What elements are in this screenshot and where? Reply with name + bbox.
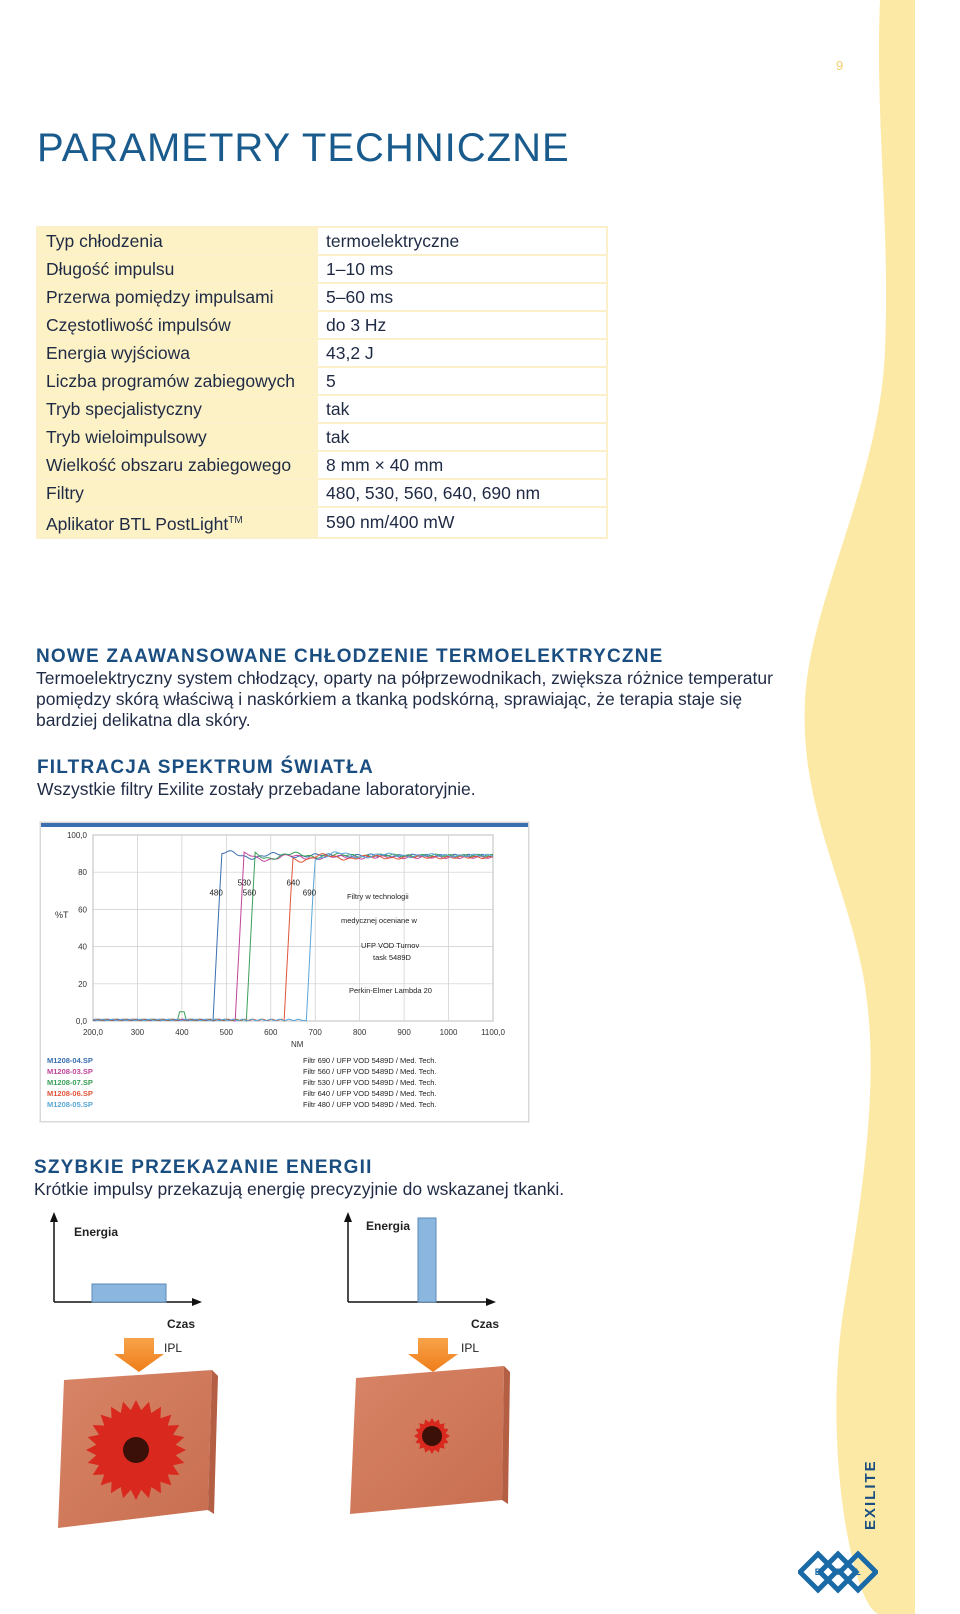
spec-value: 590 nm/400 mW [317, 507, 607, 538]
y-tick-label: 60 [78, 905, 87, 915]
spec-key-text: Długość impulsu [46, 259, 175, 279]
legend-entry: M1208-06.SP [47, 1089, 93, 1098]
series-label: 690 [302, 888, 317, 898]
spec-row [37, 227, 607, 255]
spec-key-text: Tryb specjalistyczny [46, 399, 202, 419]
legend-filter-entry: Filtr 530 / UFP VOD 5489D / Med. Tech. [303, 1078, 437, 1087]
spec-value: 43,2 J [317, 339, 607, 367]
trademark-sup: TM [228, 515, 243, 526]
x-tick-label: 400 [175, 1028, 189, 1037]
spec-value: 480, 530, 560, 640, 690 nm [317, 479, 607, 507]
spec-key-text: Filtry [46, 483, 84, 503]
y-axis-label: %T [55, 910, 69, 920]
x-tick-label: 500 [219, 1028, 234, 1037]
filter-spectrum-chart [40, 822, 529, 1122]
spec-key [37, 423, 317, 451]
chart-top-bar [41, 823, 528, 827]
spec-key-text: Aplikator BTL PostLight [46, 513, 229, 534]
page-number: 9 [836, 58, 844, 73]
spec-key-text: Energia wyjściowa [46, 343, 190, 363]
spec-key [37, 227, 317, 255]
spec-key-text: Typ chłodzenia [46, 231, 163, 251]
chart-annotation-line: medycznej oceniane w [341, 916, 417, 925]
spec-row [37, 311, 607, 339]
spec-row [37, 479, 607, 507]
series-label: 640 [286, 878, 300, 888]
spec-key-text: Wielkość obszaru zabiegowego [46, 455, 292, 475]
series-label: 480 [209, 888, 223, 898]
arrow-down-icon-2 [408, 1338, 458, 1372]
energy-axis-label: Energia [74, 1225, 119, 1239]
spec-value: 5 [317, 367, 607, 395]
pulse-comparison-diagram [36, 1210, 596, 1570]
spec-value: do 3 Hz [317, 311, 607, 339]
spec-row [37, 367, 607, 395]
energy-text: Krótkie impulsy przekazują energię precyzyjnie do wskazanej tkanki. [34, 1179, 565, 1199]
x-tick-label: 700 [308, 1028, 322, 1037]
legend-filter-entry: Filtr 640 / UFP VOD 5489D / Med. Tech. [303, 1089, 437, 1098]
spec-key [37, 283, 317, 311]
legend-entry: M1208-07.SP [47, 1078, 93, 1087]
legend-entry: M1208-04.SP [47, 1056, 93, 1065]
short-pulse-diagram [344, 1212, 510, 1514]
spec-value: tak [317, 395, 607, 423]
series-label: 530 [237, 878, 252, 888]
spec-key [37, 479, 317, 507]
narrow-heat-spot [414, 1418, 450, 1454]
y-tick-label: 100,0 [66, 831, 87, 840]
cooling-heading: NOWE ZAAWANSOWANE CHŁODZENIE TERMOELEKTRYCZNE [36, 646, 664, 667]
x-tick-label: 800 [352, 1028, 367, 1037]
svg-text:L: L [855, 1567, 861, 1577]
x-tick-label: 600 [264, 1028, 278, 1037]
cooling-text: Termoelektryczny system chłodzący, oparty na półprzewodnikach, zwiększa różnice temperatur pomiędzy skórą właściwą i naskórkiem a tkanką podskórną, sprawiając, że terapia staje się bardziej delikatna dla skóry. [36, 668, 773, 730]
long-pulse-diagram [50, 1212, 218, 1528]
legend-entry: M1208-03.SP [47, 1067, 93, 1076]
spec-key [37, 367, 317, 395]
y-tick-label: 40 [78, 942, 87, 952]
spec-key-text: Przerwa pomiędzy impulsami [46, 287, 274, 307]
spec-key [37, 395, 317, 423]
legend-filter-entry: Filtr 560 / UFP VOD 5489D / Med. Tech. [303, 1067, 437, 1076]
page-title: PARAMETRY TECHNICZNE [37, 126, 570, 170]
spec-row [37, 339, 607, 367]
wide-heat-spot [86, 1400, 186, 1500]
spec-value: tak [317, 423, 607, 451]
spec-key [37, 339, 317, 367]
energy-heading: SZYBKIE PRZEKAZANIE ENERGII [34, 1157, 373, 1178]
series-label: 560 [242, 888, 257, 898]
legend-entry: M1208-05.SP [47, 1100, 93, 1109]
spec-key [37, 255, 317, 283]
filtering-text: Wszystkie filtry Exilite zostały przebadane laboratoryjnie. [37, 779, 476, 799]
spec-row [37, 451, 607, 479]
spec-key-text: Tryb wieloimpulsowy [46, 427, 207, 447]
svg-text:B: B [814, 1567, 822, 1577]
spec-key-text: Częstotliwość impulsów [46, 315, 231, 335]
y-tick-label: 80 [78, 868, 87, 878]
x-tick-label: 300 [130, 1028, 145, 1037]
spec-row [37, 507, 607, 538]
x-axis-label: NM [291, 1040, 304, 1049]
spec-value: 1–10 ms [317, 255, 607, 283]
chart-annotation-line: Filtry w technologii [347, 892, 409, 901]
spec-row [37, 255, 607, 283]
energy-axis-label-2: Energia [366, 1219, 411, 1233]
arrow-down-icon [114, 1338, 164, 1372]
btl-logo-icon [798, 1550, 878, 1594]
y-tick-label: 0,0 [75, 1017, 87, 1026]
spec-key [37, 451, 317, 479]
spec-row [37, 423, 607, 451]
ipl-label: IPL [164, 1341, 183, 1355]
chart-annotation-line: UFP VOD Turnov [361, 941, 420, 950]
legend-filter-entry: Filtr 690 / UFP VOD 5489D / Med. Tech. [303, 1056, 437, 1065]
y-tick-label: 20 [78, 979, 87, 989]
time-axis-label-2: Czas [471, 1317, 500, 1331]
spec-value: 5–60 ms [317, 283, 607, 311]
chart-annotation-line: Perkin-Elmer Lambda 20 [349, 986, 432, 995]
chart-annotation-line: task 5489D [373, 953, 411, 962]
svg-text:T: T [835, 1567, 841, 1577]
brand-label: EXILITE [862, 1459, 879, 1530]
spec-key [37, 311, 317, 339]
spec-key-text: Liczba programów zabiegowych [46, 371, 296, 391]
x-tick-label: 900 [397, 1028, 411, 1037]
spec-value: termoelektryczne [317, 227, 607, 255]
x-tick-label: 1100,0 [481, 1028, 505, 1037]
spec-table [36, 226, 608, 539]
spec-key [37, 507, 317, 538]
x-tick-label: 1000 [439, 1028, 458, 1037]
ipl-label-2: IPL [461, 1341, 480, 1355]
legend-area [43, 1051, 525, 1117]
filtering-heading: FILTRACJA SPEKTRUM ŚWIATŁA [37, 757, 374, 778]
legend-filter-entry: Filtr 480 / UFP VOD 5489D / Med. Tech. [303, 1100, 437, 1109]
spec-row [37, 283, 607, 311]
chart-svg [41, 823, 528, 1121]
spec-value: 8 mm × 40 mm [317, 451, 607, 479]
time-axis-label: Czas [167, 1317, 196, 1331]
x-tick-label: 200,0 [82, 1028, 104, 1037]
spec-row [37, 395, 607, 423]
